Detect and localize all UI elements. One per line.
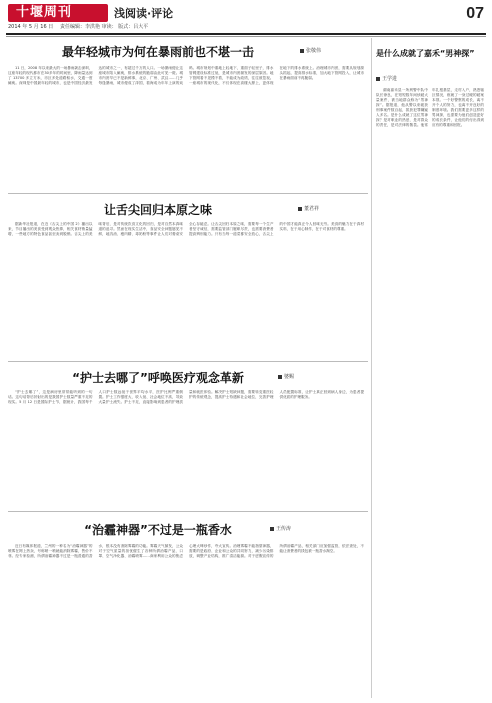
article-3-title: “护士去哪了”呼唤医疗观念革新: [72, 371, 244, 385]
article-4-text: 近日有媒体报道，兰州的一种名为“治霾神器”的喷雾在网上热卖，号称喷一喷就能消除雾霾，售价不菲。经专家检测，所谓治霾神器不过是一瓶普通的香水，根本没有消除雾霾的功能。雾霾天气频发，公众对于空气质量的担忧催生了各种所谓治霾产品，口罩、空气净化器、治霾喷雾……商家利用公众的焦虑心理大肆炒作，夸大宣传。治理雾霾不能指望神器，需要的是政府、企业和公众的共同努力，减少污染排放，调整产业结构，推广清洁能源。对于虚假宣传的所谓治霾产品，相关部门应加强监管，依法查处，不能让消费者的钱包被一瓶香水掏空。: [8, 544, 364, 558]
article-1-author: [300, 48, 321, 55]
article-2-author: [298, 206, 319, 213]
divider-2: [8, 361, 368, 362]
article-3-author: [278, 374, 294, 381]
author-marker-icon: [270, 527, 274, 531]
author-marker-icon: [278, 375, 282, 379]
author-marker-icon: [376, 77, 380, 81]
sidebar-title: 是什么成就了嘉禾“男神探”: [376, 49, 475, 58]
article-2-body: [8, 222, 364, 355]
article-2-text: 据新华社报道，在近《舌尖上的中国 2》播出以来，节目播出的美食受到观众热捧，相关食材销量猛增，一些地方的特色食品甚至卖到脱销。舌尖上的美味背后，是对传统饮食文化的回归，是对自然本真味道的追寻。然而在现实生活中，食品安全问题屡见不鲜，地沟油、瘦肉精、毒奶粉等事件让人们对餐桌安全心存疑虑。让舌尖回归本原之味，需要每一个生产者坚守诚信，需要监管部门履职尽责，也需要消费者提高辨别能力。只有当每一道菜都安全放心，舌尖上的中国才能真正令人回味无穷。美食的魅力在于真材实料，在于用心制作，在于对食材的尊重。: [8, 222, 364, 236]
article-1: [8, 40, 368, 190]
article-2: [8, 196, 368, 359]
article-3: [8, 364, 368, 508]
article-4-title: “治霾神器”不过是一瓶香水: [84, 523, 232, 537]
author-marker-icon: [300, 49, 304, 53]
design: 版式：吕大平: [118, 24, 149, 30]
article-2-title: 让舌尖回归本原之味: [103, 203, 212, 217]
article-2-author-name: 董君祥: [304, 206, 320, 212]
sidebar-article: [376, 44, 486, 698]
divider-1: [8, 193, 368, 194]
editor-line: [60, 24, 148, 31]
article-1-title: 最年轻城市为何在暴雨前也不堪一击: [61, 45, 254, 59]
proof: 审读：: [101, 24, 117, 30]
sidebar-text: 湖南嘉禾县一所刑警中队中队长徐良，在短短数年间侦破大量案件，被当地群众称为“男神探”。据报道，他从警以来破获刑事案件数百起，抓获犯罪嫌疑人多名。是什么成就了这位男神探？是对职业的热爱，是对群众的责任，是对法律的敬畏。他常年扎根基层，走村入户，熟悉辖区情况，练就了一身过硬的破案本领。一个好警察的成长，离不开个人的努力，也离不开良好的制度环境。我们需要更多这样的男神探，也需要为他们创造更好的成长条件，让他们的付出得到应有的尊重和回报。: [376, 88, 484, 127]
author-marker-icon: [298, 207, 302, 211]
article-1-author-name: 张敬伟: [306, 48, 322, 54]
divider-3: [8, 511, 368, 512]
dateline: 2014 年 5 月 16 日: [8, 24, 54, 30]
article-4-author: [270, 526, 291, 533]
article-4-body: [8, 544, 364, 694]
sidebar-author-name: 王学进: [382, 76, 398, 82]
sidebar-body: [376, 88, 484, 694]
article-4-author-name: 王传涛: [276, 526, 292, 532]
masthead-text: 十堰周刊: [16, 5, 73, 20]
article-3-author-name: 婆赐: [284, 374, 295, 380]
article-1-body: [8, 66, 364, 186]
article-1-text: 11 日，2008 年以来最大的一场暴雨袭击深圳，这座年轻的现代都市在30多年的时间里，降雨量达到了 13700 多立方米，市区多处道路积水，交通一度瘫痪。深圳是中国最年轻的城市，也是中国经济最发达的城市之一，有超过千万的人口。一场暴雨便让这座城市陷入瘫痪，排水系统的脆弱由此可见一斑。城市内涝早已不是新鲜事，北京、广州、武汉……几乎每逢暴雨，城市便成了泽国，看海成为年年上演的戏码。城市规划中重地上轻地下，重面子轻里子，排水管网建设标准过低，是城市内涝频发的深层原因。地下管网看不见摸不着，不能成为政绩，往往被忽视。一座城市的现代化，不仅体现在高楼大厦上，更体现在地下的排水系统上。治理城市内涝，需要从规划源头抓起，提高排水标准，加大地下管网投入，让城市在暴雨面前不再脆弱。: [8, 66, 364, 85]
sidebar-divider: [371, 38, 372, 698]
masthead: [8, 4, 108, 22]
header-rule-thin: [6, 36, 486, 37]
section-title: 浅阅读·评论: [114, 7, 174, 20]
header-rule: [6, 33, 486, 35]
editor: 责任编辑：李洪艳: [60, 24, 101, 30]
article-3-body: [8, 390, 364, 504]
article-4: [8, 514, 368, 698]
article-3-text: “护士去哪了”，这是病房里常常能听到的一句话。这句话背后折射出的是我国护士数量严重不足的现实。5 月 12 日是国际护士节，据统计，我国每千人口护士数远低于世界平均水平，医护比例严重倒置。护士工作强度大、收入低、社会地位不高，导致大量护士流失。护士不足，直接影响到患者的护理质量和就医体验。解决护士短缺问题，需要转变重医轻护的传统观念，提高护士待遇和社会地位，完善护理人员配置标准，让护士真正回到病人身边，为患者提供优质的护理服务。: [8, 390, 364, 404]
page-number: 07: [466, 5, 484, 22]
sidebar-author: [376, 76, 397, 83]
